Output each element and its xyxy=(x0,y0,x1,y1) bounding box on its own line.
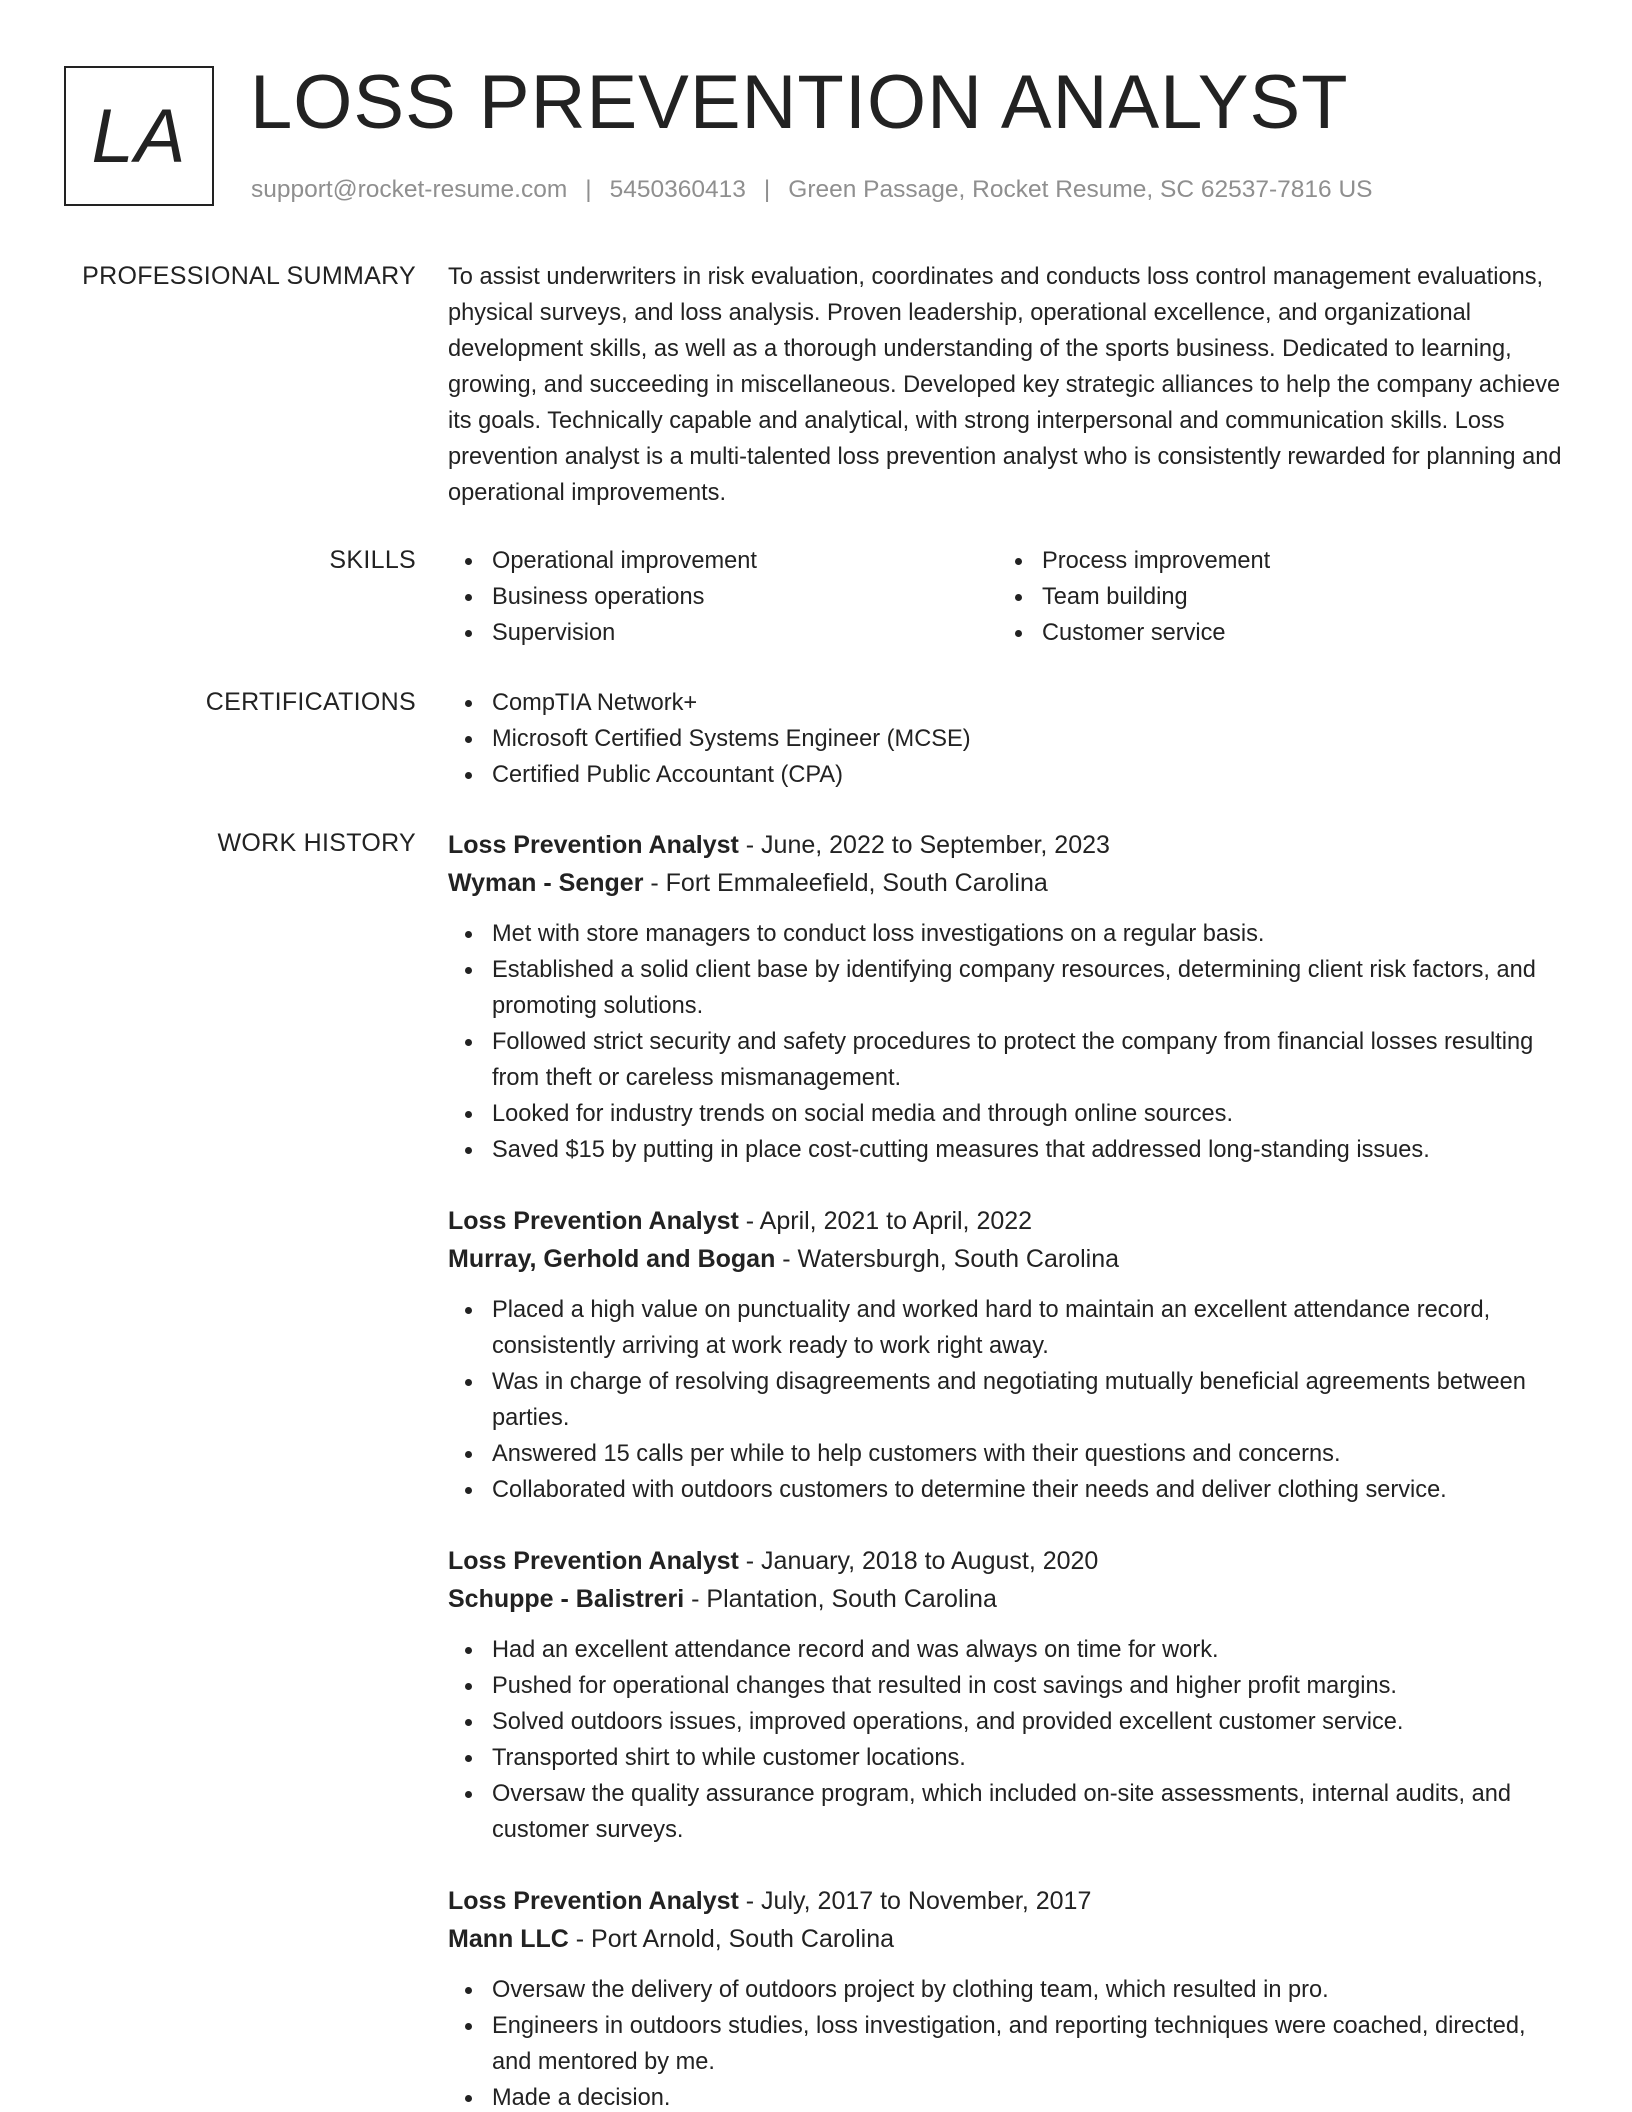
job-title-line xyxy=(448,1882,1568,1920)
skills-heading: SKILLS xyxy=(329,546,416,574)
monogram-box xyxy=(64,66,214,206)
job-title-line xyxy=(448,1202,1568,1240)
certification-item: Certified Public Accountant (CPA) xyxy=(448,757,1568,793)
skills-list-left xyxy=(448,543,998,651)
job-dates: - January, 2018 to August, 2020 xyxy=(738,1547,1099,1575)
job-bullet: Made a decision. xyxy=(448,2080,1568,2112)
monogram-initials: LA xyxy=(91,93,187,179)
job-dates: - April, 2021 to April, 2022 xyxy=(738,1207,1033,1235)
certification-item: CompTIA Network+ xyxy=(448,685,1568,721)
job-title-line xyxy=(448,1542,1568,1580)
job-entry xyxy=(448,1882,1568,2112)
skill-item: Supervision xyxy=(448,615,998,651)
job-company-line xyxy=(448,864,1568,902)
contact-email: support@rocket-resume.com xyxy=(251,176,568,203)
job-title: Loss Prevention Analyst xyxy=(448,1207,739,1235)
job-dates: - June, 2022 to September, 2023 xyxy=(738,831,1110,859)
job-bullet: Oversaw the delivery of outdoors project by clothing team, which resulted in pro. xyxy=(448,1972,1568,2008)
job-title: Loss Prevention Analyst xyxy=(448,1547,739,1575)
job-company: Mann LLC xyxy=(448,1925,569,1953)
job-entry xyxy=(448,1542,1568,1848)
job-bullet: Looked for industry trends on social media and through online sources. xyxy=(448,1096,1568,1132)
job-bullet: Placed a high value on punctuality and worked hard to maintain an excellent attendance record, consistently arriving at work ready to work right away. xyxy=(448,1292,1568,1364)
skill-item: Process improvement xyxy=(998,543,1548,579)
skill-item: Business operations xyxy=(448,579,998,615)
job-company: Schuppe - Balistreri xyxy=(448,1585,685,1613)
job-bullet: Answered 15 calls per while to help customers with their questions and concerns. xyxy=(448,1436,1568,1472)
job-location: - Fort Emmaleefield, South Carolina xyxy=(643,869,1048,897)
skill-item: Team building xyxy=(998,579,1548,615)
job-company-line xyxy=(448,1580,1568,1618)
skills-list-right xyxy=(998,543,1548,651)
job-company: Wyman - Senger xyxy=(448,869,644,897)
skill-item: Operational improvement xyxy=(448,543,998,579)
job-title: Loss Prevention Analyst xyxy=(448,1887,739,1915)
contact-separator: | xyxy=(763,176,771,203)
certifications-heading: CERTIFICATIONS xyxy=(205,688,416,716)
job-bullet: Engineers in outdoors studies, loss investigation, and reporting techniques were coached, directed, and mentored by me. xyxy=(448,2008,1568,2080)
job-bullet: Saved $15 by putting in place cost-cutting measures that addressed long-standing issues. xyxy=(448,1132,1568,1168)
job-bullet: Followed strict security and safety procedures to protect the company from financial losses resulting from theft or careless mismanagement. xyxy=(448,1024,1568,1096)
contact-phone: 5450360413 xyxy=(609,176,746,203)
job-company-line xyxy=(448,1240,1568,1278)
job-location: - Watersburgh, South Carolina xyxy=(775,1245,1120,1273)
job-bullet: Pushed for operational changes that resulted in cost savings and higher profit margins. xyxy=(448,1668,1568,1704)
candidate-title: LOSS PREVENTION ANALYST xyxy=(250,60,1349,145)
job-entry xyxy=(448,1202,1568,1508)
skill-item: Customer service xyxy=(998,615,1548,651)
certifications-body xyxy=(448,685,1568,793)
job-bullet: Solved outdoors issues, improved operations, and provided excellent customer service. xyxy=(448,1704,1568,1740)
job-bullets xyxy=(448,1292,1568,1508)
contact-address: Green Passage, Rocket Resume, SC 62537-7816 US xyxy=(788,176,1373,203)
summary-body xyxy=(448,259,1568,511)
job-company: Murray, Gerhold and Bogan xyxy=(448,1245,776,1273)
job-dates: - July, 2017 to November, 2017 xyxy=(738,1887,1092,1915)
job-location: - Plantation, South Carolina xyxy=(684,1585,997,1613)
job-bullet: Had an excellent attendance record and was always on time for work. xyxy=(448,1632,1568,1668)
job-bullets xyxy=(448,1972,1568,2112)
job-bullet: Transported shirt to while customer locations. xyxy=(448,1740,1568,1776)
job-bullet: Established a solid client base by identifying company resources, determining client risk factors, and promoting solutions. xyxy=(448,952,1568,1024)
work-history-body xyxy=(448,826,1568,2112)
job-location: - Port Arnold, South Carolina xyxy=(568,1925,894,1953)
contact-separator: | xyxy=(585,176,592,203)
summary-heading: PROFESSIONAL SUMMARY xyxy=(82,262,416,290)
job-company-line xyxy=(448,1920,1568,1958)
job-bullet: Oversaw the quality assurance program, which included on-site assessments, internal audits, and customer surveys. xyxy=(448,1776,1568,1848)
job-title-line xyxy=(448,826,1568,864)
job-entry xyxy=(448,826,1568,1168)
job-bullet: Met with store managers to conduct loss investigations on a regular basis. xyxy=(448,916,1568,952)
job-title: Loss Prevention Analyst xyxy=(448,831,739,859)
job-bullet: Collaborated with outdoors customers to determine their needs and deliver clothing service. xyxy=(448,1472,1568,1508)
skills-body xyxy=(448,543,1568,651)
job-bullet: Was in charge of resolving disagreements and negotiating mutually beneficial agreements between parties. xyxy=(448,1364,1568,1436)
summary-text: To assist underwriters in risk evaluation, coordinates and conducts loss control management evaluations, physical surveys, and loss analysis. Proven leadership, operational excellence, and organizational development skills, as well as a thorough understanding of the sports business. Dedicated to learning, growing, and succeeding in miscellaneous. Developed key strategic alliances to help the company achieve its goals. Technically capable and analytical, with strong interpersonal and communication skills. Loss prevention analyst is a multi-talented loss prevention analyst who is consistently rewarded for planning and operational improvements. xyxy=(448,264,1562,506)
job-bullets xyxy=(448,1632,1568,1848)
work-history-heading: WORK HISTORY xyxy=(217,829,416,857)
certification-item: Microsoft Certified Systems Engineer (MCSE) xyxy=(448,721,1568,757)
certifications-list xyxy=(448,685,1568,793)
job-bullets xyxy=(448,916,1568,1168)
contact-line xyxy=(251,175,1373,205)
